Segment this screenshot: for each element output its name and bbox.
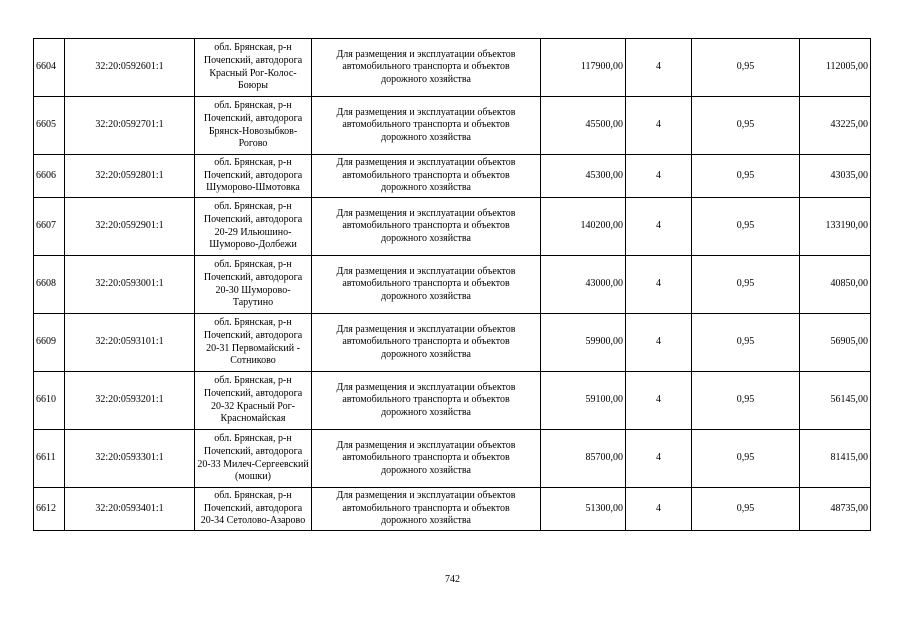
permitted-use-cell-line: Для размещения и эксплуатации объектов [336, 490, 516, 502]
address-cell [195, 155, 312, 198]
table-row [34, 314, 871, 372]
permitted-use-cell-line: Для размещения и эксплуатации объектов [336, 157, 516, 169]
cadastral-number-cell: 32:20:0593001:1 [65, 256, 195, 314]
address-cell-line: Почепский, автодорога [203, 387, 303, 399]
table-row [34, 256, 871, 314]
group-cell: 4 [626, 314, 692, 372]
specific-value-cell: 51300,00 [541, 488, 626, 531]
permitted-use-cell [312, 155, 541, 198]
permitted-use-cell-line: дорожного хозяйства [381, 232, 471, 244]
cadastral-number-cell: 32:20:0593301:1 [65, 430, 195, 488]
coefficient-cell: 0,95 [692, 430, 800, 488]
cadastral-cost-cell: 48735,00 [800, 488, 871, 531]
address-cell-line: Почепский, автодорога [203, 169, 303, 181]
address-cell-line: обл. Брянская, р-н [214, 157, 292, 169]
address-cell-line: обл. Брянская, р-н [214, 42, 292, 54]
address-cell-line: 20-33 Милеч-Сергеевский [197, 458, 309, 470]
permitted-use-cell [312, 314, 541, 372]
address-cell-line: обл. Брянская, р-н [214, 201, 292, 213]
table-row [34, 39, 871, 97]
page-number: 742 [445, 574, 460, 585]
permitted-use-cell [312, 39, 541, 97]
permitted-use-cell [312, 198, 541, 256]
coefficient-cell: 0,95 [692, 256, 800, 314]
permitted-use-cell-line: дорожного хозяйства [381, 406, 471, 418]
address-cell-line: Почепский, автодорога [203, 271, 303, 283]
address-cell-line: обл. Брянская, р-н [214, 100, 292, 112]
specific-value-cell: 59100,00 [541, 372, 626, 430]
table-row [34, 430, 871, 488]
address-cell-line: Сотниково [230, 355, 276, 367]
group-cell: 4 [626, 372, 692, 430]
specific-value-cell: 140200,00 [541, 198, 626, 256]
address-cell-line: (мошки) [235, 471, 271, 483]
specific-value-cell: 43000,00 [541, 256, 626, 314]
address-cell [195, 372, 312, 430]
address-cell-line: обл. Брянская, р-н [214, 433, 292, 445]
address-cell-line: 20-31 Первомайский - [206, 342, 300, 354]
permitted-use-cell-line: дорожного хозяйства [381, 515, 471, 527]
permitted-use-cell-line: Для размещения и эксплуатации объектов [336, 323, 516, 335]
address-cell-line: обл. Брянская, р-н [214, 259, 292, 271]
permitted-use-cell-line: Для размещения и эксплуатации объектов [336, 48, 516, 60]
address-cell [195, 314, 312, 372]
address-cell [195, 198, 312, 256]
permitted-use-cell-line: дорожного хозяйства [381, 348, 471, 360]
address-cell [195, 39, 312, 97]
permitted-use-cell-line: автомобильного транспорта и объектов [342, 452, 510, 464]
permitted-use-cell-line: автомобильного транспорта и объектов [342, 336, 510, 348]
cadastral-cost-cell: 112005,00 [800, 39, 871, 97]
permitted-use-cell-line: автомобильного транспорта и объектов [342, 502, 510, 514]
permitted-use-cell [312, 488, 541, 531]
permitted-use-cell-line: автомобильного транспорта и объектов [342, 61, 510, 73]
specific-value-cell: 59900,00 [541, 314, 626, 372]
group-cell: 4 [626, 430, 692, 488]
cadastral-cost-cell: 133190,00 [800, 198, 871, 256]
land-registry-table [33, 38, 871, 531]
address-cell [195, 97, 312, 155]
permitted-use-cell-line: дорожного хозяйства [381, 290, 471, 302]
group-cell: 4 [626, 39, 692, 97]
permitted-use-cell-line: Для размещения и эксплуатации объектов [336, 106, 516, 118]
row-number-cell: 6606 [34, 155, 65, 198]
cadastral-number-cell: 32:20:0592701:1 [65, 97, 195, 155]
table-row [34, 97, 871, 155]
permitted-use-cell-line: Для размещения и эксплуатации объектов [336, 439, 516, 451]
cadastral-cost-cell: 43035,00 [800, 155, 871, 198]
permitted-use-cell-line: автомобильного транспорта и объектов [342, 394, 510, 406]
table-row [34, 155, 871, 198]
address-cell-line: Почепский, автодорога [203, 213, 303, 225]
permitted-use-cell-line: автомобильного транспорта и объектов [342, 278, 510, 290]
permitted-use-cell-line: автомобильного транспорта и объектов [342, 220, 510, 232]
row-number-cell: 6605 [34, 97, 65, 155]
address-cell-line: Шуморово-Долбежи [209, 239, 297, 251]
row-number-cell: 6611 [34, 430, 65, 488]
coefficient-cell: 0,95 [692, 488, 800, 531]
cadastral-cost-cell: 81415,00 [800, 430, 871, 488]
address-cell-line: обл. Брянская, р-н [214, 375, 292, 387]
permitted-use-cell [312, 430, 541, 488]
address-cell-line: Почепский, автодорога [203, 112, 303, 124]
permitted-use-cell [312, 372, 541, 430]
address-cell-line: 20-34 Сетолово-Азарово [200, 515, 306, 527]
permitted-use-cell-line: дорожного хозяйства [381, 182, 471, 194]
table-row [34, 488, 871, 531]
group-cell: 4 [626, 155, 692, 198]
address-cell-line: Брянск-Новозыбков- [208, 125, 298, 137]
permitted-use-cell-line: автомобильного транспорта и объектов [342, 119, 510, 131]
address-cell [195, 488, 312, 531]
cadastral-cost-cell: 43225,00 [800, 97, 871, 155]
address-cell [195, 256, 312, 314]
row-number-cell: 6608 [34, 256, 65, 314]
table-body [34, 39, 871, 531]
coefficient-cell: 0,95 [692, 97, 800, 155]
address-cell-line: 20-32 Красный Рог- [210, 400, 296, 412]
cadastral-number-cell: 32:20:0592601:1 [65, 39, 195, 97]
cadastral-number-cell: 32:20:0592901:1 [65, 198, 195, 256]
address-cell-line: Красный Рог-Колос- [209, 67, 297, 79]
permitted-use-cell [312, 97, 541, 155]
group-cell: 4 [626, 97, 692, 155]
row-number-cell: 6604 [34, 39, 65, 97]
permitted-use-cell-line: Для размещения и эксплуатации объектов [336, 381, 516, 393]
address-cell-line: Почепский, автодорога [203, 502, 303, 514]
specific-value-cell: 85700,00 [541, 430, 626, 488]
specific-value-cell: 117900,00 [541, 39, 626, 97]
row-number-cell: 6612 [34, 488, 65, 531]
group-cell: 4 [626, 198, 692, 256]
row-number-cell: 6609 [34, 314, 65, 372]
row-number-cell: 6607 [34, 198, 65, 256]
coefficient-cell: 0,95 [692, 198, 800, 256]
address-cell-line: обл. Брянская, р-н [214, 490, 292, 502]
table-row [34, 198, 871, 256]
address-cell-line: Почепский, автодорога [203, 445, 303, 457]
address-cell-line: Тарутино [232, 297, 274, 309]
permitted-use-cell-line: Для размещения и эксплуатации объектов [336, 265, 516, 277]
cadastral-cost-cell: 56145,00 [800, 372, 871, 430]
address-cell-line: 20-30 Шуморово- [215, 284, 291, 296]
cadastral-cost-cell: 40850,00 [800, 256, 871, 314]
permitted-use-cell-line: дорожного хозяйства [381, 464, 471, 476]
address-cell-line: Почепский, автодорога [203, 54, 303, 66]
address-cell-line: Боюры [238, 80, 268, 92]
address-cell-line: Шуморово-Шмотовка [206, 182, 300, 194]
cadastral-number-cell: 32:20:0592801:1 [65, 155, 195, 198]
specific-value-cell: 45300,00 [541, 155, 626, 198]
coefficient-cell: 0,95 [692, 39, 800, 97]
coefficient-cell: 0,95 [692, 372, 800, 430]
address-cell-line: Рогово [238, 138, 268, 150]
permitted-use-cell-line: дорожного хозяйства [381, 131, 471, 143]
cadastral-cost-cell: 56905,00 [800, 314, 871, 372]
permitted-use-cell-line: Для размещения и эксплуатации объектов [336, 207, 516, 219]
address-cell [195, 430, 312, 488]
address-cell-line: Почепский, автодорога [203, 329, 303, 341]
specific-value-cell: 45500,00 [541, 97, 626, 155]
cadastral-number-cell: 32:20:0593201:1 [65, 372, 195, 430]
table-row [34, 372, 871, 430]
address-cell-line: Красномайская [220, 413, 286, 425]
cadastral-number-cell: 32:20:0593101:1 [65, 314, 195, 372]
permitted-use-cell [312, 256, 541, 314]
row-number-cell: 6610 [34, 372, 65, 430]
coefficient-cell: 0,95 [692, 155, 800, 198]
permitted-use-cell-line: дорожного хозяйства [381, 73, 471, 85]
group-cell: 4 [626, 488, 692, 531]
permitted-use-cell-line: автомобильного транспорта и объектов [342, 169, 510, 181]
address-cell-line: обл. Брянская, р-н [214, 317, 292, 329]
address-cell-line: 20-29 Ильюшино- [214, 226, 292, 238]
coefficient-cell: 0,95 [692, 314, 800, 372]
group-cell: 4 [626, 256, 692, 314]
cadastral-number-cell: 32:20:0593401:1 [65, 488, 195, 531]
